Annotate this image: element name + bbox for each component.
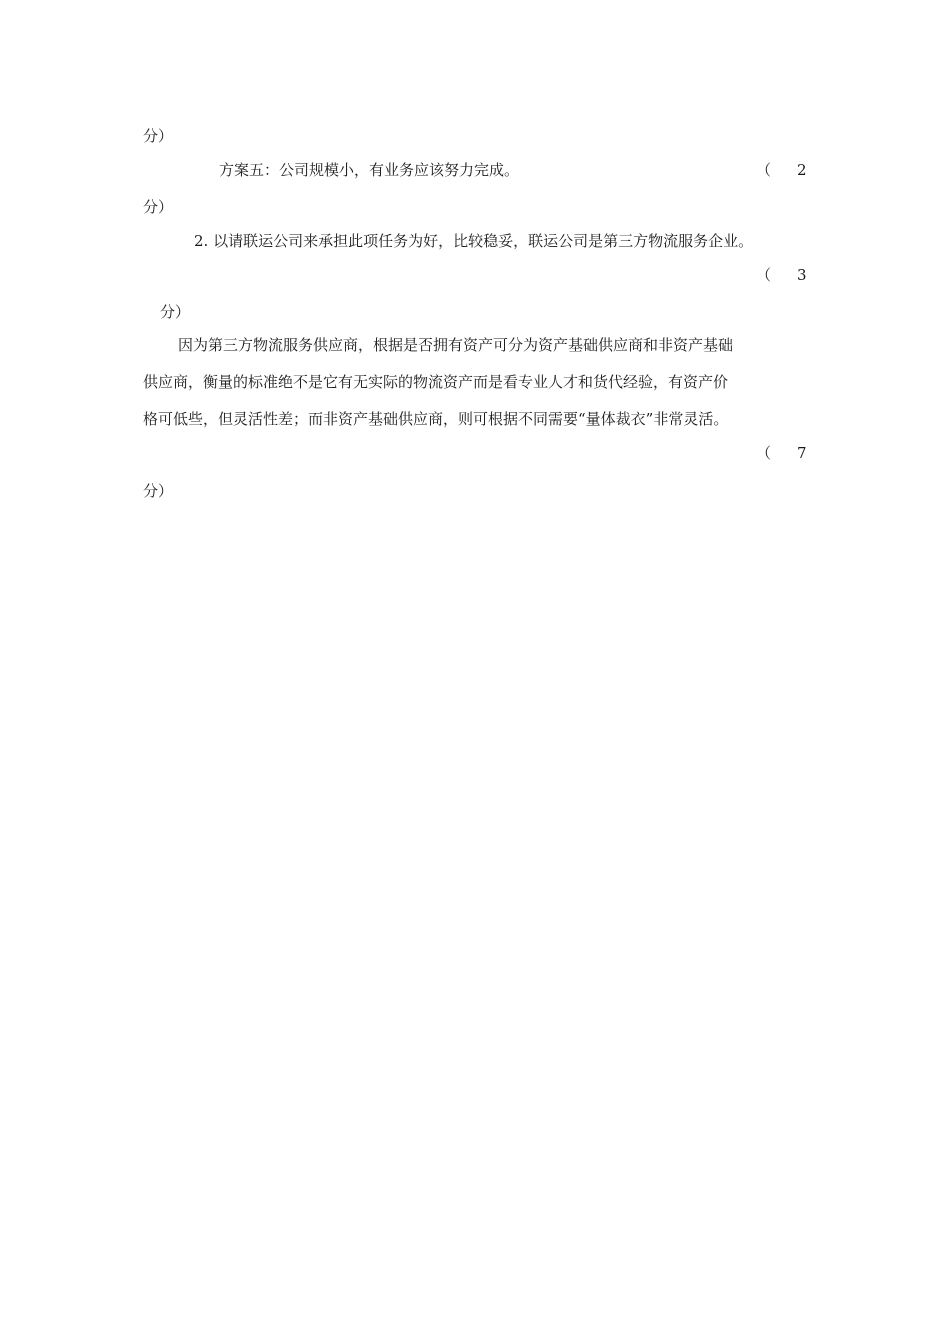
text-line: 供应商，衡量的标准绝不是它有无实际的物流资产而是看专业人才和货代经验，有资产价 — [143, 373, 729, 391]
text-line: 分） — [143, 198, 174, 216]
text-line: 分） — [160, 303, 191, 321]
text-line: 方案五：公司规模小，有业务应该努力完成。 — [219, 161, 520, 179]
text-line: 分） — [143, 127, 174, 145]
text-line: 格可低些，但灵活性差；而非资产基础供应商，则可根据不同需要“量体裁衣”非常灵活。 — [143, 410, 729, 428]
score-number: 2 — [797, 161, 807, 179]
score-number: 7 — [797, 444, 807, 462]
score-paren: （ — [756, 444, 772, 462]
text-line: 2. 以请联运公司来承担此项任务为好，比较稳妥，联运公司是第三方物流服务企业。 — [194, 232, 754, 250]
score-number: 3 — [797, 266, 807, 284]
text-line: 分） — [143, 482, 174, 500]
score-paren: （ — [756, 161, 772, 179]
score-paren: （ — [756, 266, 772, 284]
text-line: 因为第三方物流服务供应商，根据是否拥有资产可分为资产基础供应商和非资产基础 — [178, 336, 734, 354]
